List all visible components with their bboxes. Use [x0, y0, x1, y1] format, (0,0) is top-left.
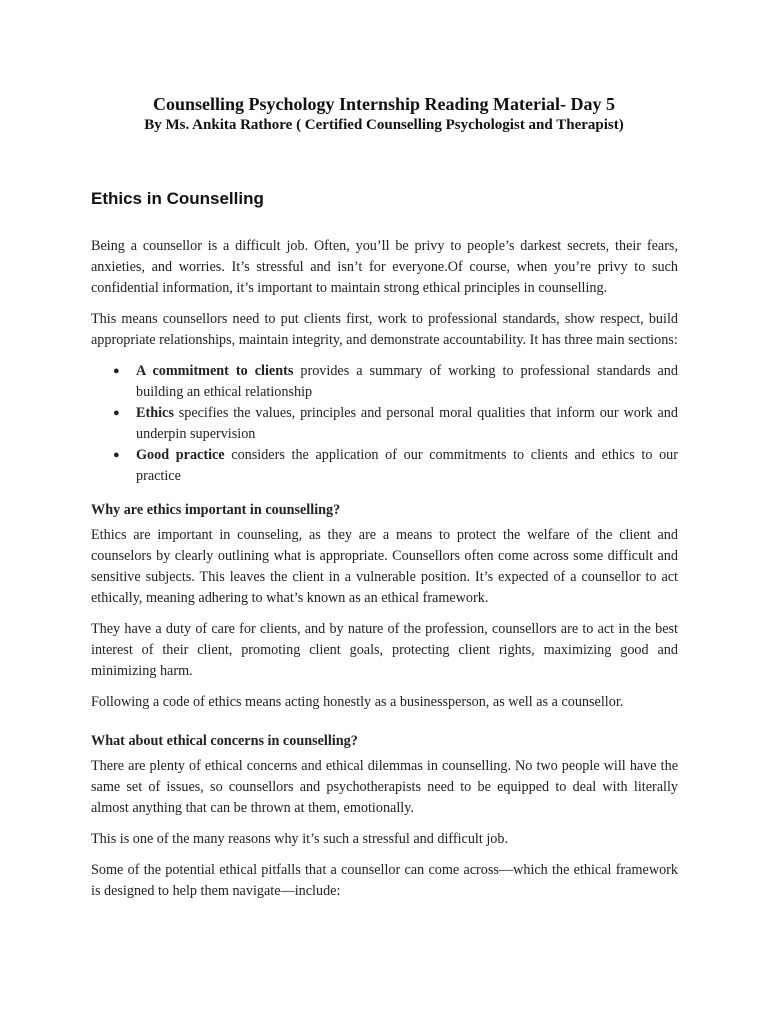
list-item-term: Ethics: [136, 405, 174, 421]
list-item: [91, 445, 678, 487]
list-item-text: specifies the values, principles and personal moral qualities that inform our work and underpin supervision: [136, 405, 678, 442]
list-item: [91, 361, 678, 403]
document-body: [91, 236, 678, 912]
section1-paragraph-1: Ethics are important in counseling, as they are a means to protect the welfare of the client and counselors by clearly outlining what is appropriate. Counsellors often come across some difficult and sensitive subjects. This leaves the client in a vulnerable position. It’s expected of a counsellor to act ethically, meaning adhering to what’s known as an ethical framework.: [91, 527, 678, 606]
document-subtitle: By Ms. Ankita Rathore ( Certified Counselling Psychologist and Therapist): [144, 117, 624, 133]
document-title: Counselling Psychology Internship Reading Material- Day 5: [152, 94, 616, 114]
section2-paragraph-3: Some of the potential ethical pitfalls that a counsellor can come across—which the ethical framework is designed to help them navigate—include:: [91, 862, 678, 899]
intro-paragraph-2: This means counsellors need to put clients first, work to professional standards, show respect, build appropriate relationships, maintain integrity, and demonstrate accountability. It has three main sections:: [91, 311, 678, 348]
section-heading-ethics: Ethics in Counselling: [91, 189, 264, 208]
bullet-icon: ●: [113, 407, 120, 419]
list-item-text: considers the application of our commitments to clients and ethics to our practice: [136, 447, 678, 484]
section1-paragraph-3: Following a code of ethics means acting honestly as a businessperson, as well as a counsellor.: [91, 694, 624, 710]
list-item-text: provides a summary of working to professional standards and building an ethical relationship: [136, 363, 678, 400]
intro-paragraph-1: Being a counsellor is a difficult job. Often, you’ll be privy to people’s darkest secrets, their fears, anxieties, and worries. It’s stressful and isn’t for everyone.Of course, when you’re privy to such confidential information, it’s important to maintain strong ethical principles in counselling.: [91, 238, 678, 296]
section1-paragraph-2: They have a duty of care for clients, and by nature of the profession, counsellors are to act in the best interest of their client, promoting client goals, protecting client rights, maximizing good and minimizing harm.: [91, 621, 678, 679]
list-item: [91, 403, 678, 445]
section-heading-why-ethics: Why are ethics important in counselling?: [91, 502, 341, 518]
bullet-icon: ●: [113, 365, 120, 377]
main-sections-list: [91, 361, 678, 487]
section2-paragraph-2: This is one of the many reasons why it’s such a stressful and difficult job.: [91, 831, 509, 847]
list-item-term: A commitment to clients: [136, 363, 294, 379]
list-item-term: Good practice: [136, 447, 225, 463]
section-heading-ethical-concerns: What about ethical concerns in counselling?: [91, 733, 358, 749]
section2-paragraph-1: There are plenty of ethical concerns and ethical dilemmas in counselling. No two people will have the same set of issues, so counsellors and psychotherapists need to be equipped to deal with literally almost anything that can be thrown at them, emotionally.: [91, 758, 678, 816]
bullet-icon: ●: [113, 449, 120, 461]
